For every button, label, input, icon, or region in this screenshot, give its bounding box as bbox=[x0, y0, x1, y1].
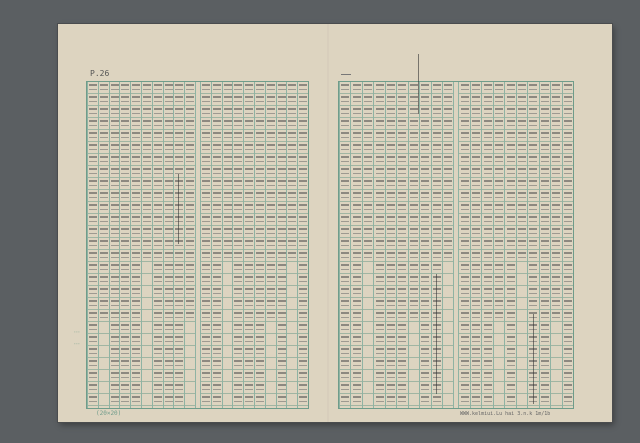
handwritten-text bbox=[299, 84, 307, 404]
right-text-column bbox=[504, 82, 515, 408]
handwritten-text bbox=[552, 84, 560, 319]
handwritten-text bbox=[495, 84, 503, 319]
handwritten-text bbox=[410, 84, 418, 319]
handwritten-text bbox=[154, 84, 162, 404]
right-text-column bbox=[458, 82, 469, 408]
left-text-column bbox=[163, 82, 174, 408]
handwritten-text bbox=[224, 84, 232, 263]
handwritten-text bbox=[202, 84, 210, 404]
right-text-column bbox=[385, 82, 396, 408]
handwritten-text bbox=[267, 84, 275, 319]
left-text-column bbox=[222, 82, 233, 408]
right-text-column bbox=[442, 82, 453, 408]
handwritten-text bbox=[234, 84, 242, 404]
left-page-number: P.26 bbox=[90, 69, 110, 78]
handwritten-text bbox=[245, 84, 253, 404]
handwritten-text bbox=[89, 84, 97, 404]
right-text-column bbox=[362, 82, 373, 408]
handwritten-text bbox=[398, 84, 406, 404]
handwritten-text bbox=[121, 84, 129, 404]
left-text-column bbox=[109, 82, 120, 408]
handwritten-text bbox=[256, 84, 264, 404]
center-gutter bbox=[195, 82, 200, 408]
handwritten-text bbox=[132, 84, 140, 404]
page-fold bbox=[327, 24, 329, 422]
left-text-column bbox=[243, 82, 254, 408]
handwritten-text bbox=[421, 84, 429, 404]
margin-stamp: ⋮ ⋮ bbox=[73, 329, 80, 349]
handwritten-text bbox=[444, 84, 452, 263]
handwritten-text bbox=[175, 84, 183, 404]
handwritten-text bbox=[518, 84, 526, 263]
handwritten-text bbox=[484, 84, 492, 404]
left-text-column bbox=[276, 82, 287, 408]
handwritten-text bbox=[100, 84, 108, 319]
right-page-number-line bbox=[341, 71, 351, 75]
handwritten-correction bbox=[533, 314, 534, 404]
handwritten-text bbox=[353, 84, 361, 404]
left-text-column bbox=[286, 82, 297, 408]
handwritten-text bbox=[387, 84, 395, 404]
right-text-column bbox=[516, 82, 527, 408]
right-text-column bbox=[408, 82, 419, 408]
left-text-column bbox=[254, 82, 265, 408]
handwritten-text bbox=[341, 84, 349, 404]
right-text-column bbox=[539, 82, 550, 408]
left-text-column bbox=[232, 82, 243, 408]
right-footer-label: WWW.kelmiui.Lu hai 3.n.k 1m/1b bbox=[460, 411, 551, 417]
right-text-column bbox=[562, 82, 573, 408]
left-text-column bbox=[141, 82, 152, 408]
right-manuscript-grid bbox=[338, 81, 574, 409]
left-text-column bbox=[200, 82, 211, 408]
right-text-column bbox=[550, 82, 561, 408]
left-footer-label: (20×20) bbox=[96, 410, 122, 417]
left-text-column bbox=[211, 82, 222, 408]
left-text-column bbox=[98, 82, 109, 408]
right-text-column bbox=[350, 82, 361, 408]
right-text-column bbox=[373, 82, 384, 408]
handwritten-text bbox=[507, 84, 515, 404]
handwritten-text bbox=[143, 84, 151, 263]
handwritten-text bbox=[111, 84, 119, 404]
handwritten-text bbox=[165, 84, 173, 404]
right-text-column bbox=[339, 82, 350, 408]
handwritten-text bbox=[186, 84, 194, 319]
left-text-column bbox=[184, 82, 195, 408]
handwritten-text bbox=[213, 84, 221, 404]
handwritten-text bbox=[472, 84, 480, 404]
right-text-column bbox=[419, 82, 430, 408]
handwritten-correction bbox=[436, 274, 437, 394]
left-text-column bbox=[173, 82, 184, 408]
left-text-column bbox=[119, 82, 130, 408]
right-text-column bbox=[396, 82, 407, 408]
left-text-column bbox=[152, 82, 163, 408]
left-manuscript-grid bbox=[86, 81, 309, 409]
handwritten-text bbox=[541, 84, 549, 404]
left-text-column bbox=[130, 82, 141, 408]
left-text-column bbox=[297, 82, 308, 408]
right-text-column bbox=[493, 82, 504, 408]
handwritten-text bbox=[364, 84, 372, 263]
handwritten-text bbox=[461, 84, 469, 404]
handwritten-correction bbox=[178, 174, 179, 244]
handwritten-correction bbox=[418, 54, 419, 114]
handwritten-text bbox=[278, 84, 286, 404]
center-gutter bbox=[453, 82, 458, 408]
manuscript-spread bbox=[58, 24, 612, 422]
handwritten-text bbox=[564, 84, 572, 404]
right-text-column bbox=[481, 82, 492, 408]
left-text-column bbox=[265, 82, 276, 408]
handwritten-text bbox=[288, 84, 296, 263]
right-text-column bbox=[470, 82, 481, 408]
handwritten-text bbox=[376, 84, 384, 404]
left-text-column bbox=[87, 82, 98, 408]
